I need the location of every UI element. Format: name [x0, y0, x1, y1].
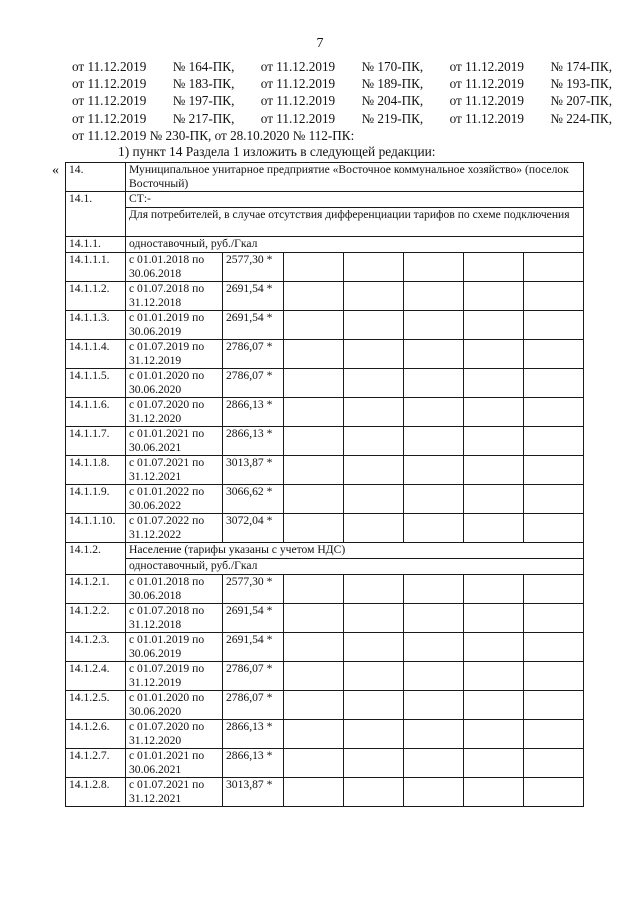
ref-date: от 11.12.2019	[72, 76, 147, 92]
empty-cell	[284, 398, 344, 427]
document-references	[72, 58, 612, 144]
ref-number: № 224-ПК,	[550, 110, 612, 126]
empty-cell	[344, 720, 404, 749]
empty-cell	[284, 662, 344, 691]
tariff-value: 2866,13 *	[223, 720, 284, 749]
ref-date: от 11.12.2019	[260, 59, 336, 74]
tariff-value: 2691,54 *	[223, 633, 284, 662]
empty-cell	[404, 691, 464, 720]
empty-cell	[464, 456, 524, 485]
empty-cell	[404, 633, 464, 662]
row-number: 14.1.2.2.	[66, 604, 126, 633]
ref-number: № 170-ПК,	[361, 59, 424, 74]
empty-cell	[524, 369, 584, 398]
period-cell: с 01.01.2022 по 30.06.2022	[126, 485, 223, 514]
empty-cell	[524, 340, 584, 369]
empty-cell	[464, 398, 524, 427]
row-number: 14.1.2.1.	[66, 575, 126, 604]
empty-cell	[284, 311, 344, 340]
empty-cell	[524, 662, 584, 691]
empty-cell	[404, 778, 464, 807]
ref-date: от 11.12.2019	[72, 93, 147, 109]
table-row	[66, 311, 584, 340]
tariff-value: 3013,87 *	[223, 456, 284, 485]
empty-cell	[344, 691, 404, 720]
table-row	[66, 282, 584, 311]
tariff-value: 2691,54 *	[223, 311, 284, 340]
row-number: 14.1.1.7.	[66, 427, 126, 456]
empty-cell	[404, 604, 464, 633]
instruction-text: 1) пункт 14 Раздела 1 изложить в следующей редакции:	[118, 144, 436, 159]
ref-date: от 11.12.2019	[72, 110, 147, 126]
empty-cell	[344, 427, 404, 456]
empty-cell	[284, 778, 344, 807]
empty-cell	[524, 604, 584, 633]
empty-cell	[464, 282, 524, 311]
empty-cell	[464, 662, 524, 691]
empty-cell	[404, 311, 464, 340]
tariff-value: 2866,13 *	[223, 398, 284, 427]
row-number: 14.1.2.3.	[66, 633, 126, 662]
empty-cell	[404, 575, 464, 604]
empty-cell	[524, 311, 584, 340]
table-row	[66, 514, 584, 543]
empty-cell	[284, 369, 344, 398]
group-subtitle: одноставочный, руб./Гкал	[126, 559, 584, 575]
ref-date: от 11.12.2019	[449, 110, 524, 126]
empty-cell	[344, 749, 404, 778]
row-number: 14.1.2.6.	[66, 720, 126, 749]
ref-date: от 11.12.2019	[260, 93, 336, 109]
reference-line-last: от 11.12.2019 № 230-ПК, от 28.10.2020 № 112-ПК:	[72, 127, 355, 143]
empty-cell	[284, 691, 344, 720]
empty-cell	[404, 720, 464, 749]
row-number: 14.1.2.8.	[66, 778, 126, 807]
row-number: 14.1.1.9.	[66, 485, 126, 514]
empty-cell	[464, 720, 524, 749]
empty-cell	[464, 369, 524, 398]
table-row	[66, 633, 584, 662]
empty-cell	[464, 253, 524, 282]
row-number: 14.1.1.4.	[66, 340, 126, 369]
empty-cell	[284, 749, 344, 778]
ref-date: от 11.12.2019	[449, 59, 524, 74]
empty-cell	[344, 456, 404, 485]
tariff-value: 2786,07 *	[223, 662, 284, 691]
ref-date: от 11.12.2019	[72, 59, 147, 74]
row-number: 14.1.2.	[66, 543, 126, 575]
empty-cell	[284, 633, 344, 662]
tariff-value: 2691,54 *	[223, 604, 284, 633]
row-number: 14.1.1.3.	[66, 311, 126, 340]
reference-line	[72, 75, 612, 92]
row-number: 14.	[66, 163, 126, 192]
empty-cell	[524, 282, 584, 311]
empty-cell	[464, 691, 524, 720]
empty-cell	[464, 633, 524, 662]
tariff-value: 2577,30 *	[223, 575, 284, 604]
empty-cell	[464, 514, 524, 543]
ref-date: от 11.12.2019	[260, 110, 336, 126]
reference-line	[72, 58, 612, 75]
table-row	[66, 456, 584, 485]
row-number: 14.1.1.2.	[66, 282, 126, 311]
empty-cell	[524, 749, 584, 778]
empty-cell	[464, 485, 524, 514]
period-cell: с 01.01.2021 по 30.06.2021	[126, 427, 223, 456]
empty-cell	[524, 427, 584, 456]
empty-cell	[464, 604, 524, 633]
ref-number: № 174-ПК,	[550, 59, 612, 74]
empty-cell	[464, 749, 524, 778]
empty-cell	[524, 514, 584, 543]
tariff-value: 3066,62 *	[223, 485, 284, 514]
empty-cell	[524, 253, 584, 282]
tariff-value: 3072,04 *	[223, 514, 284, 543]
period-cell: с 01.01.2020 по 30.06.2020	[126, 369, 223, 398]
empty-cell	[524, 691, 584, 720]
table-row	[66, 662, 584, 691]
ref-date: от 11.12.2019	[260, 76, 336, 92]
empty-cell	[344, 514, 404, 543]
empty-cell	[284, 282, 344, 311]
ref-number: № 193-ПК,	[550, 76, 612, 92]
row-number: 14.1.1.1.	[66, 253, 126, 282]
period-cell: с 01.07.2021 по 31.12.2021	[126, 778, 223, 807]
reference-line	[72, 92, 612, 109]
empty-cell	[524, 456, 584, 485]
row-number: 14.1.1.5.	[66, 369, 126, 398]
ref-date: от 11.12.2019	[449, 93, 524, 109]
empty-cell	[524, 485, 584, 514]
tariff-value: 2691,54 *	[223, 282, 284, 311]
table-row	[66, 749, 584, 778]
table-row	[66, 208, 584, 237]
empty-cell	[524, 398, 584, 427]
table-header-row	[66, 163, 584, 192]
empty-cell	[404, 282, 464, 311]
period-cell: с 01.01.2020 по 30.06.2020	[126, 691, 223, 720]
table-row	[66, 369, 584, 398]
empty-cell	[464, 575, 524, 604]
empty-cell	[344, 778, 404, 807]
row-number: 14.1.1.6.	[66, 398, 126, 427]
period-cell: с 01.07.2018 по 31.12.2018	[126, 282, 223, 311]
empty-cell	[464, 311, 524, 340]
row-number: 14.1.2.5.	[66, 691, 126, 720]
empty-cell	[404, 340, 464, 369]
empty-cell	[344, 575, 404, 604]
table-row	[66, 485, 584, 514]
period-cell: с 01.01.2019 по 30.06.2019	[126, 633, 223, 662]
empty-cell	[524, 633, 584, 662]
group-title: Население (тарифы указаны с учетом НДС)	[126, 543, 584, 559]
empty-cell	[344, 662, 404, 691]
row-number: 14.1.2.7.	[66, 749, 126, 778]
empty-cell	[404, 662, 464, 691]
empty-cell	[524, 778, 584, 807]
empty-cell	[284, 604, 344, 633]
empty-cell	[344, 604, 404, 633]
group-title: одноставочный, руб./Гкал	[126, 237, 584, 253]
empty-cell	[284, 253, 344, 282]
tariff-type: СТ:-	[126, 192, 584, 208]
tariff-value: 2577,30 *	[223, 253, 284, 282]
reference-line	[72, 110, 612, 127]
row-number: 14.1.1.	[66, 237, 126, 253]
empty-cell	[524, 575, 584, 604]
empty-cell	[404, 369, 464, 398]
empty-cell	[464, 427, 524, 456]
period-cell: с 01.01.2018 по 30.06.2018	[126, 253, 223, 282]
empty-cell	[344, 253, 404, 282]
empty-cell	[344, 485, 404, 514]
table-row	[66, 604, 584, 633]
empty-cell	[344, 633, 404, 662]
ref-number: № 197-ПК,	[172, 93, 235, 109]
empty-cell	[284, 514, 344, 543]
empty-cell	[284, 575, 344, 604]
empty-cell	[284, 427, 344, 456]
empty-cell	[284, 340, 344, 369]
empty-cell	[344, 398, 404, 427]
period-cell: с 01.01.2019 по 30.06.2019	[126, 311, 223, 340]
empty-cell	[404, 253, 464, 282]
ref-number: № 164-ПК,	[172, 59, 235, 74]
row-number: 14.1.	[66, 192, 126, 237]
empty-cell	[404, 514, 464, 543]
empty-cell	[404, 398, 464, 427]
table-row	[66, 253, 584, 282]
row-number: 14.1.2.4.	[66, 662, 126, 691]
ref-number: № 183-ПК,	[172, 76, 235, 92]
table-row	[66, 340, 584, 369]
table-row	[66, 237, 584, 253]
tariff-value: 2866,13 *	[223, 749, 284, 778]
period-cell: с 01.07.2020 по 31.12.2020	[126, 398, 223, 427]
empty-cell	[284, 720, 344, 749]
tariff-value: 2786,07 *	[223, 369, 284, 398]
empty-cell	[404, 749, 464, 778]
empty-cell	[404, 456, 464, 485]
empty-cell	[284, 485, 344, 514]
table-row	[66, 575, 584, 604]
period-cell: с 01.07.2018 по 31.12.2018	[126, 604, 223, 633]
empty-cell	[404, 427, 464, 456]
ref-number: № 207-ПК,	[550, 93, 612, 109]
table-row	[66, 398, 584, 427]
table-row	[66, 691, 584, 720]
table-row	[66, 559, 584, 575]
empty-cell	[464, 778, 524, 807]
empty-cell	[464, 340, 524, 369]
empty-cell	[344, 340, 404, 369]
ref-number: № 204-ПК,	[361, 93, 424, 109]
period-cell: с 01.07.2019 по 31.12.2019	[126, 340, 223, 369]
ref-date: от 11.12.2019	[449, 76, 524, 92]
tariff-value: 2786,07 *	[223, 340, 284, 369]
table-row	[66, 720, 584, 749]
empty-cell	[524, 720, 584, 749]
table-row	[66, 427, 584, 456]
tariff-value: 2866,13 *	[223, 427, 284, 456]
period-cell: с 01.01.2021 по 30.06.2021	[126, 749, 223, 778]
row-number: 14.1.1.10.	[66, 514, 126, 543]
empty-cell	[284, 456, 344, 485]
ref-number: № 189-ПК,	[361, 76, 424, 92]
tariff-value: 3013,87 *	[223, 778, 284, 807]
empty-cell	[344, 282, 404, 311]
page-number: 7	[316, 36, 324, 51]
open-quote-mark: «	[52, 163, 59, 178]
period-cell: с 01.07.2021 по 31.12.2021	[126, 456, 223, 485]
empty-cell	[344, 311, 404, 340]
tariff-table	[65, 162, 584, 807]
table-row	[66, 192, 584, 208]
organization-name: Муниципальное унитарное предприятие «Восточное коммунальное хозяйство» (поселок Восточный)	[126, 163, 584, 192]
ref-number: № 217-ПК,	[172, 110, 235, 126]
ref-number: № 219-ПК,	[361, 110, 424, 126]
table-row	[66, 778, 584, 807]
row-number: 14.1.1.8.	[66, 456, 126, 485]
period-cell: с 01.07.2022 по 31.12.2022	[126, 514, 223, 543]
tariff-value: 2786,07 *	[223, 691, 284, 720]
table-row	[66, 543, 584, 559]
period-cell: с 01.07.2019 по 31.12.2019	[126, 662, 223, 691]
empty-cell	[404, 485, 464, 514]
empty-cell	[344, 369, 404, 398]
consumers-note: Для потребителей, в случае отсутствия дифференциации тарифов по схеме подключения	[126, 208, 584, 237]
period-cell: с 01.07.2020 по 31.12.2020	[126, 720, 223, 749]
period-cell: с 01.01.2018 по 30.06.2018	[126, 575, 223, 604]
